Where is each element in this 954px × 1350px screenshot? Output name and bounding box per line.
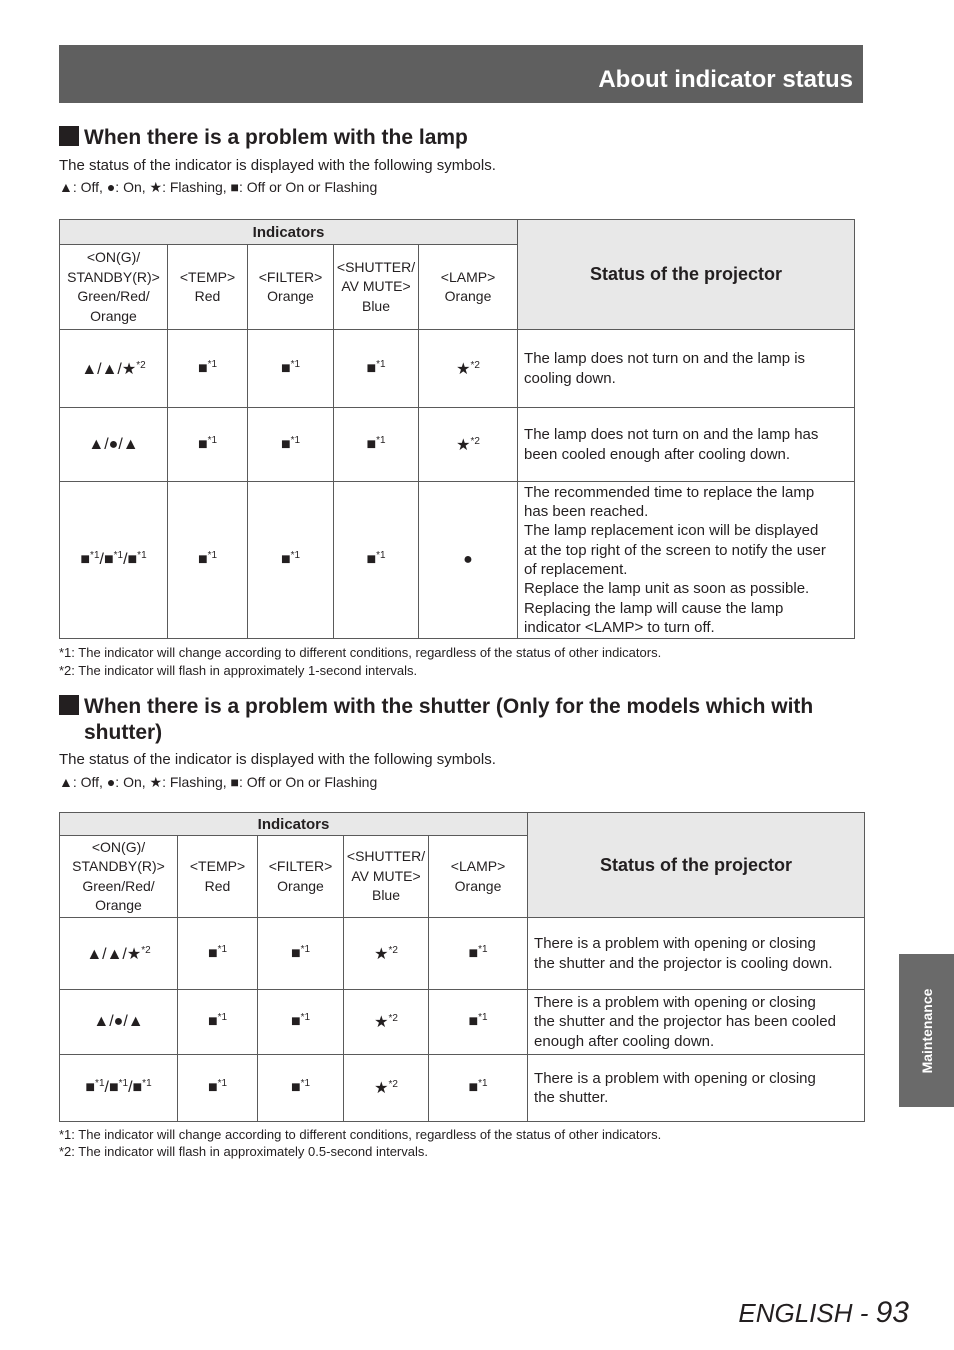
indicator-symbol-cell: ★$^{*2}$	[419, 330, 518, 408]
projector-status-text: The lamp does not turn on and the lamp has been cooled enough after cooling down.	[518, 408, 855, 482]
section-square-icon	[59, 126, 79, 146]
indicator-symbol-cell: ▲/●/▲	[60, 408, 168, 482]
section-lamp-note-1: *1: The indicator will change according to different conditions, regardless of the status of other indicators.	[59, 645, 662, 660]
indicator-symbol-cell: ■$^{*1}$	[334, 330, 419, 408]
section-square-icon	[59, 695, 79, 715]
section-lamp-note-2: *2: The indicator will flash in approximately 1-second intervals.	[59, 663, 418, 678]
section-lamp-title-text: When there is a problem with the lamp	[84, 126, 468, 149]
table-row	[60, 990, 865, 1055]
indicators-header: Indicators	[60, 813, 528, 836]
indicator-symbol-cell: ■$^{*1}$	[168, 482, 248, 639]
indicator-symbol-cell: ▲/▲/★$^{*2}$	[60, 918, 178, 990]
indicator-symbol-cell: ■$^{*1}$	[429, 1055, 528, 1122]
indicator-symbol-cell: ■$^{*1}$	[248, 330, 334, 408]
page-number	[738, 1296, 909, 1330]
side-tab-label: Maintenance	[918, 988, 935, 1073]
maintenance-side-tab	[899, 954, 954, 1107]
column-header: <ON(G)/ STANDBY(R)> Green/Red/ Orange	[60, 245, 168, 330]
section-shutter-note-2: *2: The indicator will flash in approximately 0.5-second intervals.	[59, 1144, 428, 1159]
section-lamp-title	[59, 125, 869, 151]
column-header: <TEMP> Red	[178, 836, 258, 918]
indicator-symbol-cell: ▲/●/▲	[60, 990, 178, 1055]
table-row	[60, 408, 855, 482]
status-header: Status of the projector	[518, 220, 855, 330]
page-header	[59, 45, 863, 103]
indicator-symbol-cell: ■$^{*1}$	[178, 990, 258, 1055]
column-header: <FILTER> Orange	[258, 836, 344, 918]
indicator-symbol-cell: ■$^{*1}$	[168, 330, 248, 408]
section-lamp-intro: The status of the indicator is displayed with the following symbols.	[59, 157, 496, 174]
section-shutter-title-line2: shutter)	[84, 721, 163, 744]
projector-status-text: There is a problem with opening or closing the shutter and the projector is cooling down.	[528, 918, 865, 990]
section-shutter-title	[59, 694, 869, 746]
projector-status-text: The recommended time to replace the lamp has been reached. The lamp replacement icon will be displayed at the top right of the screen to notify the user of replacement. Replace the lamp unit as soon as possible. Replacing the lamp will cause the lamp indicator <LAMP> to turn off.	[518, 482, 855, 639]
lamp-indicator-table	[59, 219, 855, 639]
column-header: <ON(G)/ STANDBY(R)> Green/Red/ Orange	[60, 836, 178, 918]
indicator-symbol-cell: ▲/▲/★$^{*2}$	[60, 330, 168, 408]
section-shutter-title-line1: When there is a problem with the shutter (Only for the models which with	[84, 695, 814, 718]
shutter-indicator-table	[59, 812, 865, 1122]
indicator-symbol-cell: ■$^{*1}$	[258, 1055, 344, 1122]
column-header: <FILTER> Orange	[248, 245, 334, 330]
indicator-symbol-cell: ★$^{*2}$	[344, 918, 429, 990]
section-lamp-legend: ▲: Off, ●: On, ★: Flashing, ■: Off or On or Flashing	[59, 179, 378, 195]
indicator-symbol-cell: ■$^{*1}$	[334, 408, 419, 482]
indicator-symbol-cell: ■$^{*1}$	[258, 990, 344, 1055]
section-shutter-intro: The status of the indicator is displayed with the following symbols.	[59, 751, 496, 768]
table-row	[60, 918, 865, 990]
table-row	[60, 330, 855, 408]
section-shutter-note-1: *1: The indicator will change according to different conditions, regardless of the status of other indicators.	[59, 1127, 662, 1142]
column-header: <TEMP> Red	[168, 245, 248, 330]
indicator-symbol-cell: ★$^{*2}$	[419, 408, 518, 482]
indicator-symbol-cell: ■$^{*1}$	[334, 482, 419, 639]
table-row	[60, 1055, 865, 1122]
projector-status-text: There is a problem with opening or closing the shutter and the projector has been cooled enough after cooling down.	[528, 990, 865, 1055]
indicator-symbol-cell: ■$^{*1}$	[248, 482, 334, 639]
indicator-symbol-cell: ■$^{*1}$	[178, 1055, 258, 1122]
status-header: Status of the projector	[528, 813, 865, 918]
column-header: <LAMP> Orange	[419, 245, 518, 330]
section-shutter-legend: ▲: Off, ●: On, ★: Flashing, ■: Off or On or Flashing	[59, 774, 378, 790]
column-header: <LAMP> Orange	[429, 836, 528, 918]
indicator-symbol-cell: ■$^{*1}$	[178, 918, 258, 990]
indicator-symbol-cell: ■$^{*1}$	[168, 408, 248, 482]
page-language: ENGLISH -	[738, 1298, 876, 1328]
column-header: <SHUTTER/ AV MUTE> Blue	[334, 245, 419, 330]
indicators-header: Indicators	[60, 220, 518, 245]
indicator-symbol-cell: ★$^{*2}$	[344, 990, 429, 1055]
projector-status-text: There is a problem with opening or closing the shutter.	[528, 1055, 865, 1122]
indicator-symbol-cell: ■$^{*1}$	[429, 918, 528, 990]
table-row	[60, 482, 855, 639]
indicator-symbol-cell: ■$^{*1}$	[248, 408, 334, 482]
indicator-symbol-cell: ■$^{*1}$	[258, 918, 344, 990]
indicator-symbol-cell: ■$^{*1}$	[429, 990, 528, 1055]
indicator-symbol-cell: ●	[419, 482, 518, 639]
indicator-symbol-cell: ■$^{*1}$/■$^{*1}$/■$^{*1}$	[60, 1055, 178, 1122]
column-header: <SHUTTER/ AV MUTE> Blue	[344, 836, 429, 918]
projector-status-text: The lamp does not turn on and the lamp is cooling down.	[518, 330, 855, 408]
indicator-symbol-cell: ■$^{*1}$/■$^{*1}$/■$^{*1}$	[60, 482, 168, 639]
page-title: About indicator status	[598, 66, 853, 93]
indicator-symbol-cell: ★$^{*2}$	[344, 1055, 429, 1122]
page-number-value: 93	[875, 1296, 909, 1329]
